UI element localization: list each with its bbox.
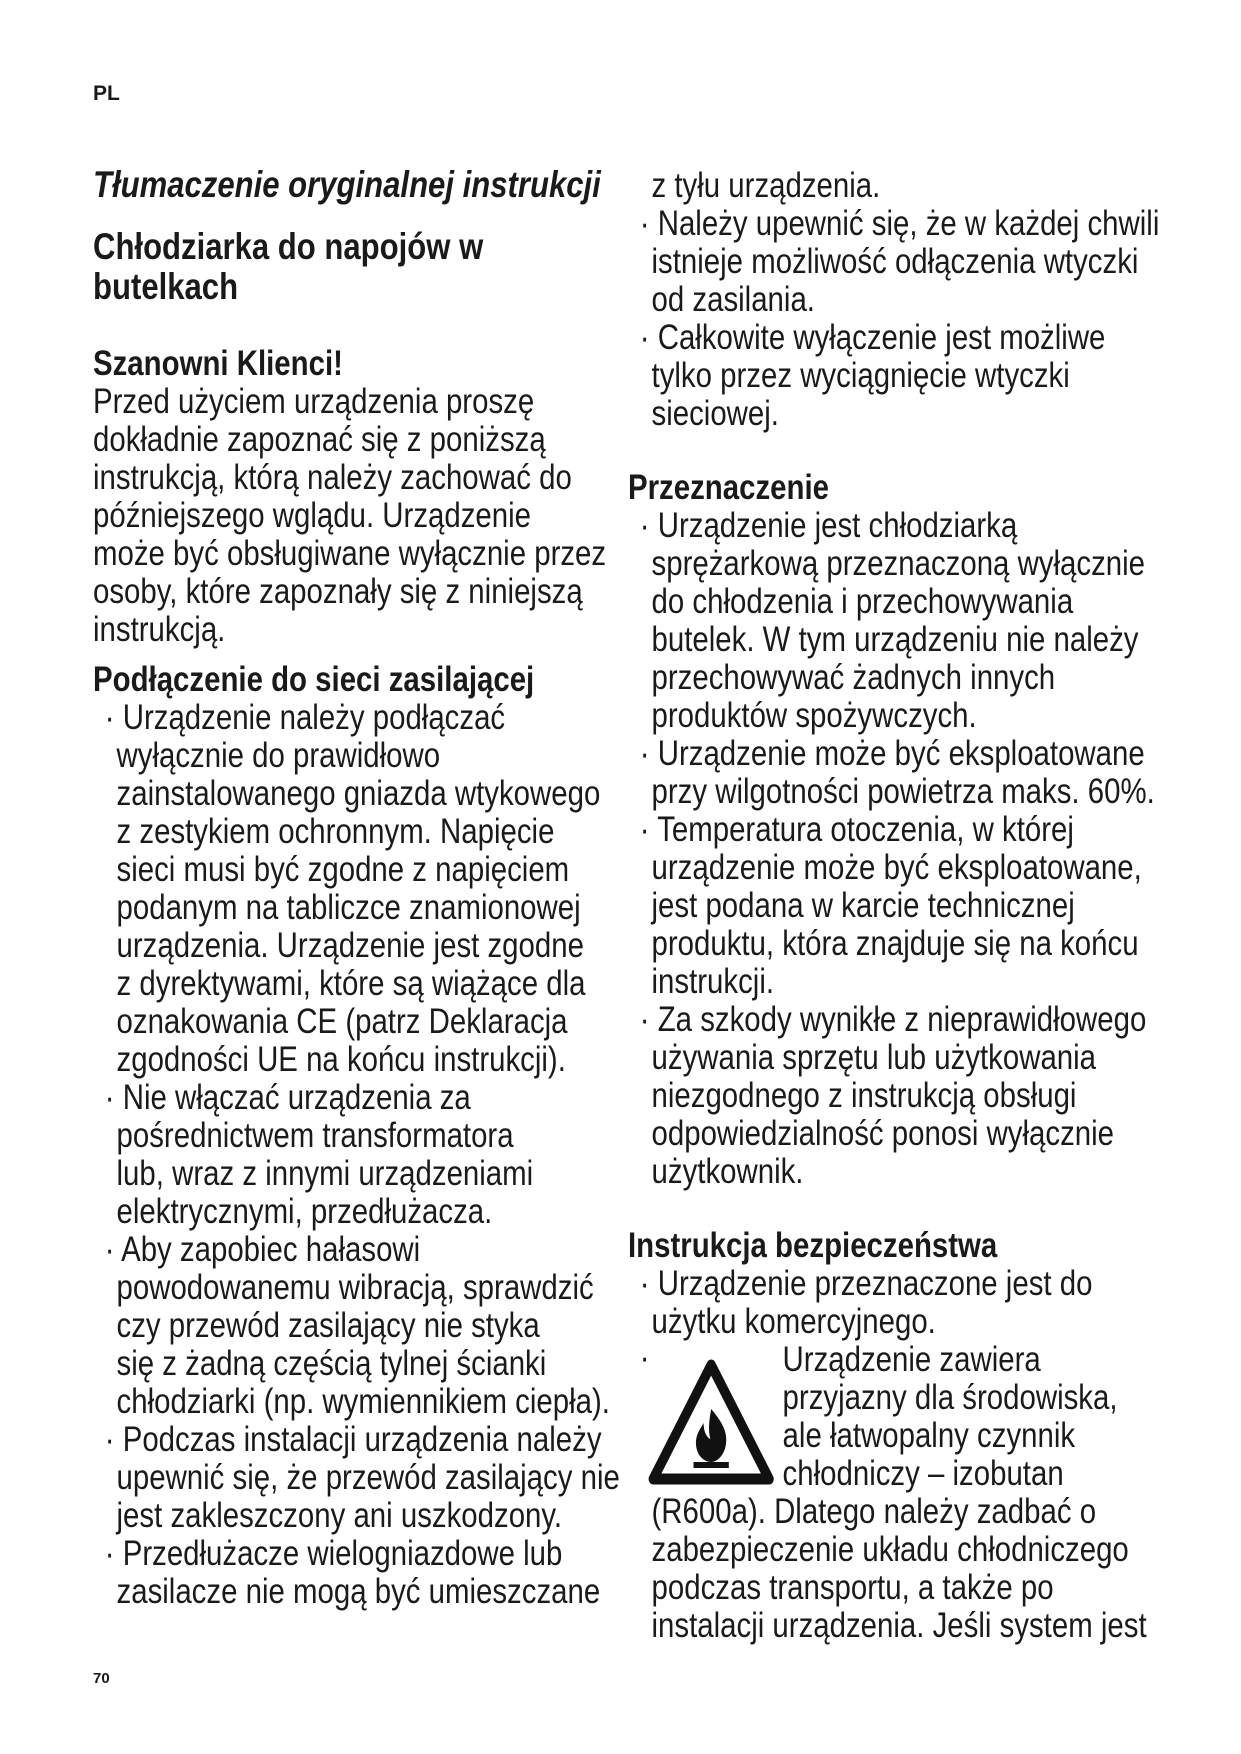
warning-line: zabezpieczenie układu chłodniczego [651, 1530, 1129, 1569]
bullet-line: · Urządzenie jest chłodziarką [639, 506, 1018, 545]
warning-line: (R600a). Dlatego należy zadbać o [651, 1492, 1097, 1531]
bullet-line: lub, wraz z innymi urządzeniami [116, 1154, 534, 1193]
bullet-line: jest zakleszczony ani uszkodzony. [116, 1496, 563, 1535]
bullet-line: powodowanemu wibracją, sprawdzić [116, 1268, 594, 1307]
bullet-line: · Za szkody wynikłe z nieprawidłowego [639, 1000, 1147, 1039]
intro-line: późniejszego wglądu. Urządzenie [93, 496, 532, 535]
bullet-line: sprężarkową przeznaczoną wyłącznie [651, 544, 1146, 583]
title-line: Chłodziarka do napojów w [93, 226, 484, 267]
section-heading-safety: Instrukcja bezpieczeństwa [628, 1226, 998, 1265]
bullet-line: · Należy upewnić się, że w każdej chwili [639, 204, 1160, 243]
bullet-line: odpowiedzialność ponosi wyłącznie [651, 1114, 1115, 1153]
section-heading-power: Podłączenie do sieci zasilającej [93, 660, 535, 699]
bullet-line: zgodności UE na końcu instrukcji). [116, 1040, 566, 1079]
intro-paragraph [93, 382, 607, 649]
bullet-line: · Urządzenie należy podłączać [104, 698, 506, 737]
warning-line: Urządzenie zawiera [782, 1340, 1041, 1379]
bullet-line: butelek. W tym urządzeniu nie należy [651, 620, 1139, 659]
bullet-line: sieci musi być zgodne z napięciem [116, 850, 570, 889]
bullet-line: · Podczas instalacji urządzenia należy [104, 1420, 602, 1459]
bullet-line: z tyłu urządzenia. [651, 166, 881, 205]
intro-line: instrukcją. [93, 610, 226, 649]
bullet-line: · Urządzenie przeznaczone jest do [639, 1264, 1093, 1303]
purpose-bullets [628, 506, 1155, 1191]
bullet-line: produktu, która znajduje się na końcu [651, 924, 1139, 963]
bullet-line: chłodziarki (np. wymiennikiem ciepła). [116, 1382, 610, 1421]
document-title [93, 227, 538, 307]
document-subtitle: Tłumaczenie oryginalnej instrukcji [93, 164, 601, 205]
bullet-line: wyłącznie do prawidłowo [116, 736, 441, 775]
bullet-line: produktów spożywczych. [651, 696, 977, 735]
bullet-line: instrukcji. [651, 962, 775, 1001]
bullet-line: używania sprzętu lub użytkowania [651, 1038, 1097, 1077]
bullet-line: zasilacze nie mogą być umieszczane [116, 1572, 601, 1611]
bullet-line: niezgodnego z instrukcją obsługi [651, 1076, 1077, 1115]
bullet-line: istnieje możliwość odłączenia wtyczki [651, 242, 1139, 281]
bullet-line: przechowywać żadnych innych [651, 658, 1056, 697]
warning-line: ale łatwopalny czynnik [782, 1416, 1076, 1455]
power-bullets [93, 698, 620, 1611]
safety-bullets [628, 1265, 1098, 1341]
title-line: butelkach [93, 266, 239, 307]
right-column [628, 167, 1188, 1645]
intro-line: osoby, które zapoznały się z niniejszą [93, 572, 583, 611]
bullet-line: jest podana w karcie technicznej [651, 886, 1075, 925]
bullet-line: z zestykiem ochronnym. Napięcie [116, 812, 555, 851]
bullet-line: · Nie włączać urządzenia za [104, 1078, 471, 1117]
bullet-line: do chłodzenia i przechowywania [651, 582, 1074, 621]
bullet-line: pośrednictwem transformatora [116, 1116, 514, 1155]
bullet-line: urządzenie może być eksploatowane, [651, 848, 1142, 887]
bullet-line: od zasilania. [651, 280, 815, 319]
bullet-line: sieciowej. [651, 394, 779, 433]
warning-line: podczas transportu, a także po [651, 1568, 1054, 1607]
warning-text-continued [628, 1492, 1147, 1645]
bullet-line: tylko przez wyciągnięcie wtyczki [651, 356, 1070, 395]
warning-line: chłodniczy – izobutan [782, 1454, 1064, 1493]
intro-line: może być obsługiwane wyłącznie przez [93, 534, 607, 573]
bullet-line: zainstalowanego gniazda wtykowego [116, 774, 601, 813]
left-column [93, 165, 623, 1623]
flammable-warning-icon [648, 1359, 774, 1485]
language-code: PL [93, 82, 120, 105]
intro-line: instrukcją, którą należy zachować do [93, 458, 572, 497]
intro-line: dokładnie zapoznać się z poniższą [93, 420, 546, 459]
bullet-line: upewnić się, że przewód zasilający nie [116, 1458, 620, 1497]
bullet-line: użytkownik. [651, 1152, 804, 1191]
bullet-line: · Urządzenie może być eksploatowane [639, 734, 1145, 773]
warning-line: instalacji urządzenia. Jeśli system jest [651, 1606, 1147, 1645]
continued-bullets [628, 166, 1160, 433]
flammable-warning [628, 1338, 1118, 1493]
bullet-line: · Całkowite wyłączenie jest możliwe [639, 318, 1106, 357]
section-heading-purpose: Przeznaczenie [628, 468, 829, 507]
bullet-line: oznakowania CE (patrz Deklaracja [116, 1002, 568, 1041]
bullet-line: urządzenia. Urządzenie jest zgodne [116, 926, 584, 965]
bullet-line: użytku komercyjnego. [651, 1302, 936, 1341]
greeting: Szanowni Klienci! [93, 344, 343, 383]
bullet-dot: · [639, 1338, 650, 1377]
bullet-line: przy wilgotności powietrza maks. 60%. [651, 772, 1155, 811]
bullet-line: się z żadną częścią tylnej ścianki [116, 1344, 547, 1383]
bullet-line: z dyrektywami, które są wiążące dla [116, 964, 586, 1003]
warning-line: przyjazny dla środowiska, [782, 1378, 1118, 1417]
warning-text-side [783, 1341, 1118, 1493]
bullet-line: czy przewód zasilający nie styka [116, 1306, 540, 1345]
bullet-line: · Aby zapobiec hałasowi [104, 1230, 421, 1269]
bullet-line: · Temperatura otoczenia, w której [639, 810, 1074, 849]
bullet-line: · Przedłużacze wielogniazdowe lub [104, 1534, 563, 1573]
bullet-line: podanym na tabliczce znamionowej [116, 888, 581, 927]
bullet-line: elektrycznymi, przedłużacza. [116, 1192, 493, 1231]
intro-line: Przed użyciem urządzenia proszę [93, 382, 535, 421]
page-number: 70 [93, 1670, 110, 1687]
